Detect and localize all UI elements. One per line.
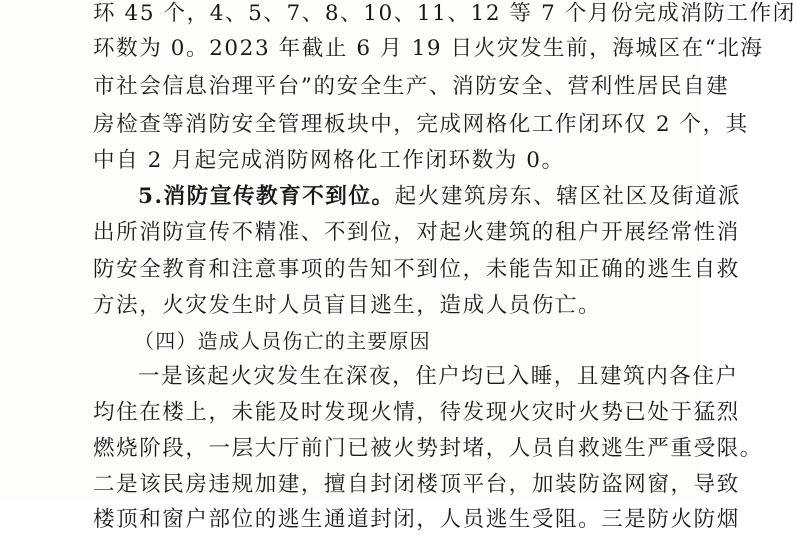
paragraph-line: 燃烧阶段，一层大厅前门已被火势封堵，人员自救逃生严重受限。 <box>93 436 763 461</box>
paragraph-line: 环数为 0。2023 年截止 6 月 19 日火灾发生前，海城区在“北海 <box>93 36 764 61</box>
paragraph-line: 防安全教育和注意事项的告知不到位，未能告知正确的逃生自救 <box>93 257 740 282</box>
paragraph-line: 环 45 个，4、5、7、8、10、11、12 等 7 个月份完成消防工作闭 <box>93 1 796 26</box>
item-5-text: 起火建筑房东、辖区社区及街道派 <box>394 184 742 209</box>
paragraph-line: 中自 2 月起完成消防网格化工作闭环数为 0。 <box>93 148 565 173</box>
section-heading: （四）造成人员伤亡的主要原因 <box>134 329 431 353</box>
paragraph-line: 一是该起火灾发生在深夜，住户均已入睡，且建筑内各住户 <box>138 364 739 389</box>
paragraph-line: 房检查等消防安全管理板块中，完成网格化工作闭环仅 2 个，其 <box>93 112 749 137</box>
paragraph-line: 市社会信息治理平台”的安全生产、消防安全、营利性居民自建 <box>93 74 730 99</box>
paragraph-line: 均住在楼上，未能及时发现火情，待发现火灾时火势已处于猛烈 <box>93 400 740 425</box>
paragraph-line: 出所消防宣传不精准、不到位，对起火建筑的租户开展经常性消 <box>93 220 740 245</box>
paragraph-line: 方法，火灾发生时人员盲目逃生，造成人员伤亡。 <box>93 293 602 318</box>
item-5-title: 5.消防宣传教育不到位。 <box>138 184 395 209</box>
paragraph-line: 楼顶和窗户部位的逃生通道封闭，人员逃生受阻。三是防火防烟 <box>93 507 740 532</box>
item-5-first-line <box>138 182 741 212</box>
paragraph-line: 二是该民房违规加建，擅自封闭楼顶平台，加装防盗网窗，导致 <box>93 472 740 497</box>
